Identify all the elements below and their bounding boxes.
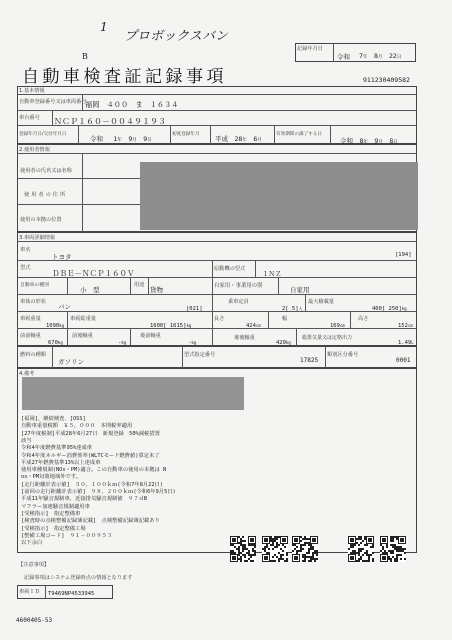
body-shape-value: バン <box>58 303 71 311</box>
displacement-value: 1.49L <box>398 340 414 346</box>
record-date-year: 7年 <box>359 52 368 60</box>
notice-text: 記録事項はシステム登録時点の情報となります <box>24 575 133 581</box>
remarks-line: [走行距離計表示値] ５０，１００ｋｍ(令和7年8月22日) <box>21 481 164 488</box>
vehicle-details-header: 3.車両詳細情報 <box>19 235 56 241</box>
width-value: 169cm <box>330 323 345 329</box>
length-value: 424cm <box>246 323 261 329</box>
remarks-line: [整備工場コード] ９１－００９５３ <box>21 532 113 539</box>
record-date-month: 8月 <box>374 52 383 60</box>
class-number-value: 0001 <box>396 357 411 364</box>
rear-rear-axle-label: 後後軸重 <box>234 335 255 341</box>
type-designation-value: 17825 <box>300 357 319 364</box>
expiry-date: 令和 8年 9月 8日 <box>340 137 398 145</box>
expiry-date-label: 有効期間の満了する日 <box>276 132 322 137</box>
remarks-line: 自動車重量税額 ￥５，０００ 本則税率適用 <box>21 423 133 430</box>
maker-label: 車名 <box>20 247 31 253</box>
record-date-label: 記録年月日 <box>297 46 323 52</box>
remarks-line: マフラー加速騒音規制適用車 <box>21 503 90 510</box>
remarks-line: [27年度税制]平成28年6月27日 新規登録 50%減税措置 <box>21 430 160 437</box>
base-location-label: 使用の本拠の位置 <box>20 217 62 223</box>
basic-info-header: 1.基本情報 <box>19 88 45 94</box>
bottom-number: 4600405-53 <box>16 617 53 624</box>
engine-model-value: １ＮＺ <box>262 270 282 278</box>
record-date-day: 22日 <box>389 52 402 60</box>
front-rear-axle-value: -kg <box>118 340 127 346</box>
qr-code-4 <box>348 536 374 562</box>
gross-weight-value: 1600[ 1615]kg <box>150 323 192 329</box>
capacity-value: 2[ 5]人 <box>282 306 303 312</box>
remarks-line: 令和4年度燃費基準95%達成車 <box>21 445 93 452</box>
front-front-axle-label: 前前軸重 <box>20 333 41 339</box>
displacement-label: 総排気量又は定格出力 <box>302 335 353 341</box>
handwritten-vehicle-name: プロボックスバン <box>124 29 228 44</box>
class-number-label: 類別区分番号 <box>327 352 359 358</box>
rear-rear-axle-value: 420kg <box>276 340 291 346</box>
capacity-label: 乗車定員 <box>228 299 249 305</box>
rear-front-axle-label: 後前軸重 <box>140 333 161 339</box>
front-front-axle-value: 670kg <box>48 340 63 346</box>
redacted-remarks <box>22 377 244 410</box>
notice-header: 【注意事項】 <box>18 562 50 568</box>
handwritten-letter: B <box>82 52 88 61</box>
length-label: 長さ <box>214 316 225 322</box>
height-label: 高さ <box>358 316 369 322</box>
maker-value: トヨタ <box>52 253 72 261</box>
vehicle-kind-value: 小 型 <box>80 286 100 294</box>
registration-number: 福岡 ４００ ま １６３４ <box>85 100 179 109</box>
document-number: 911230409582 <box>363 76 410 84</box>
maker-code: [194] <box>395 252 412 258</box>
remarks-line: [受検指示] 指定整備工場 <box>21 525 86 532</box>
remarks-line: ox・PM対策地域外です。 <box>21 474 82 481</box>
width-label: 幅 <box>282 316 288 322</box>
vehicle-weight-label: 車両重量 <box>20 316 41 322</box>
qr-code-5 <box>380 536 406 562</box>
car-id-value: T9469NP4533945 <box>48 591 95 597</box>
remarks-line: 令和4年度ネルギー消費効率(WLTCモード燃費値)算定未了 <box>21 452 160 459</box>
registration-number-label: 自動車登録番号又は車両番号 <box>19 99 87 105</box>
fuel-type-label: 燃料の種類 <box>20 352 46 358</box>
remarks-line: [受検指示] 指定整備車 <box>21 510 81 517</box>
remarks-header: 4.備考 <box>19 371 35 377</box>
model-label: 型式 <box>20 265 31 271</box>
private-business-label: 自家用・事業用の別 <box>214 283 263 289</box>
registration-date: 令和 1年 9月 9日 <box>90 135 152 143</box>
record-date-era: 令和 <box>337 53 350 61</box>
remarks-line: [検査時の点検整備記録簿記載] 点検整備記録簿記載あり <box>21 518 160 525</box>
body-shape-label: 車体の形状 <box>20 299 46 305</box>
user-info-header: 2.使用者情報 <box>19 147 50 153</box>
type-designation-label: 型式指定番号 <box>184 352 216 358</box>
page-title: 自動車検査証記録事項 <box>22 67 227 87</box>
chassis-number: ＮＣＰ１６０－００４９１９３ <box>54 117 166 126</box>
fuel-type-value: ガソリン <box>58 358 84 366</box>
remarks-line: 平成11年騒音規制車，近接排気騒音規制値 ９７ｄB <box>21 496 148 503</box>
remarks-line: [福岡]，継続検査．[OSS] <box>21 416 86 422</box>
height-value: 152cm <box>398 323 413 329</box>
qr-code-2 <box>262 536 288 562</box>
handwritten-number: 1 <box>100 20 108 34</box>
user-name-label: 使用者の氏名又は名称 <box>20 168 72 174</box>
max-load-label: 最大積載量 <box>308 299 334 305</box>
engine-model-label: 原動機の型式 <box>214 266 246 272</box>
use-label: 用途 <box>134 282 145 288</box>
remarks-line: 使用車種規制(NOx・PM)適合。この自動車の使用の本拠は N <box>21 467 167 474</box>
remarks-line: 平成27年燃費基準13%以上達成車 <box>21 459 101 466</box>
redacted-user-info <box>140 162 418 230</box>
body-shape-code: [021] <box>186 306 203 312</box>
front-rear-axle-label: 前後軸重 <box>72 333 93 339</box>
registration-date-label: 登録年月日/交付年月日 <box>19 132 67 137</box>
private-business-value: 自家用 <box>290 286 310 294</box>
qr-code-1 <box>230 536 256 562</box>
remarks-line: [前回の走行距離計表示値] ９８，２００ｋｍ(令和6年9月5日) <box>21 489 176 495</box>
use-value: 貨物 <box>150 286 163 294</box>
chassis-number-label: 車台番号 <box>19 115 40 121</box>
gross-weight-label: 車両総重量 <box>70 316 96 322</box>
user-address-label: 使用者の住所 <box>24 192 68 198</box>
remarks-line: 該当 <box>21 437 32 444</box>
qr-code-3 <box>292 536 318 562</box>
max-load-value: 400[ 250]kg <box>372 306 407 312</box>
remarks-line: 以下余白 <box>21 540 43 547</box>
car-id-label: 車両ＩＤ <box>19 589 40 595</box>
rear-front-axle-value: -kg <box>188 340 197 346</box>
vehicle-weight-value: 1090kg <box>46 323 65 329</box>
vehicle-kind-label: 自動車の種別 <box>20 283 49 288</box>
first-registration: 平成 28年 6月 <box>215 135 262 143</box>
first-registration-label: 初度登録年月 <box>172 132 200 137</box>
model-value: ＤＢＥ－ＮＣＰ１６０Ｖ <box>52 269 135 278</box>
